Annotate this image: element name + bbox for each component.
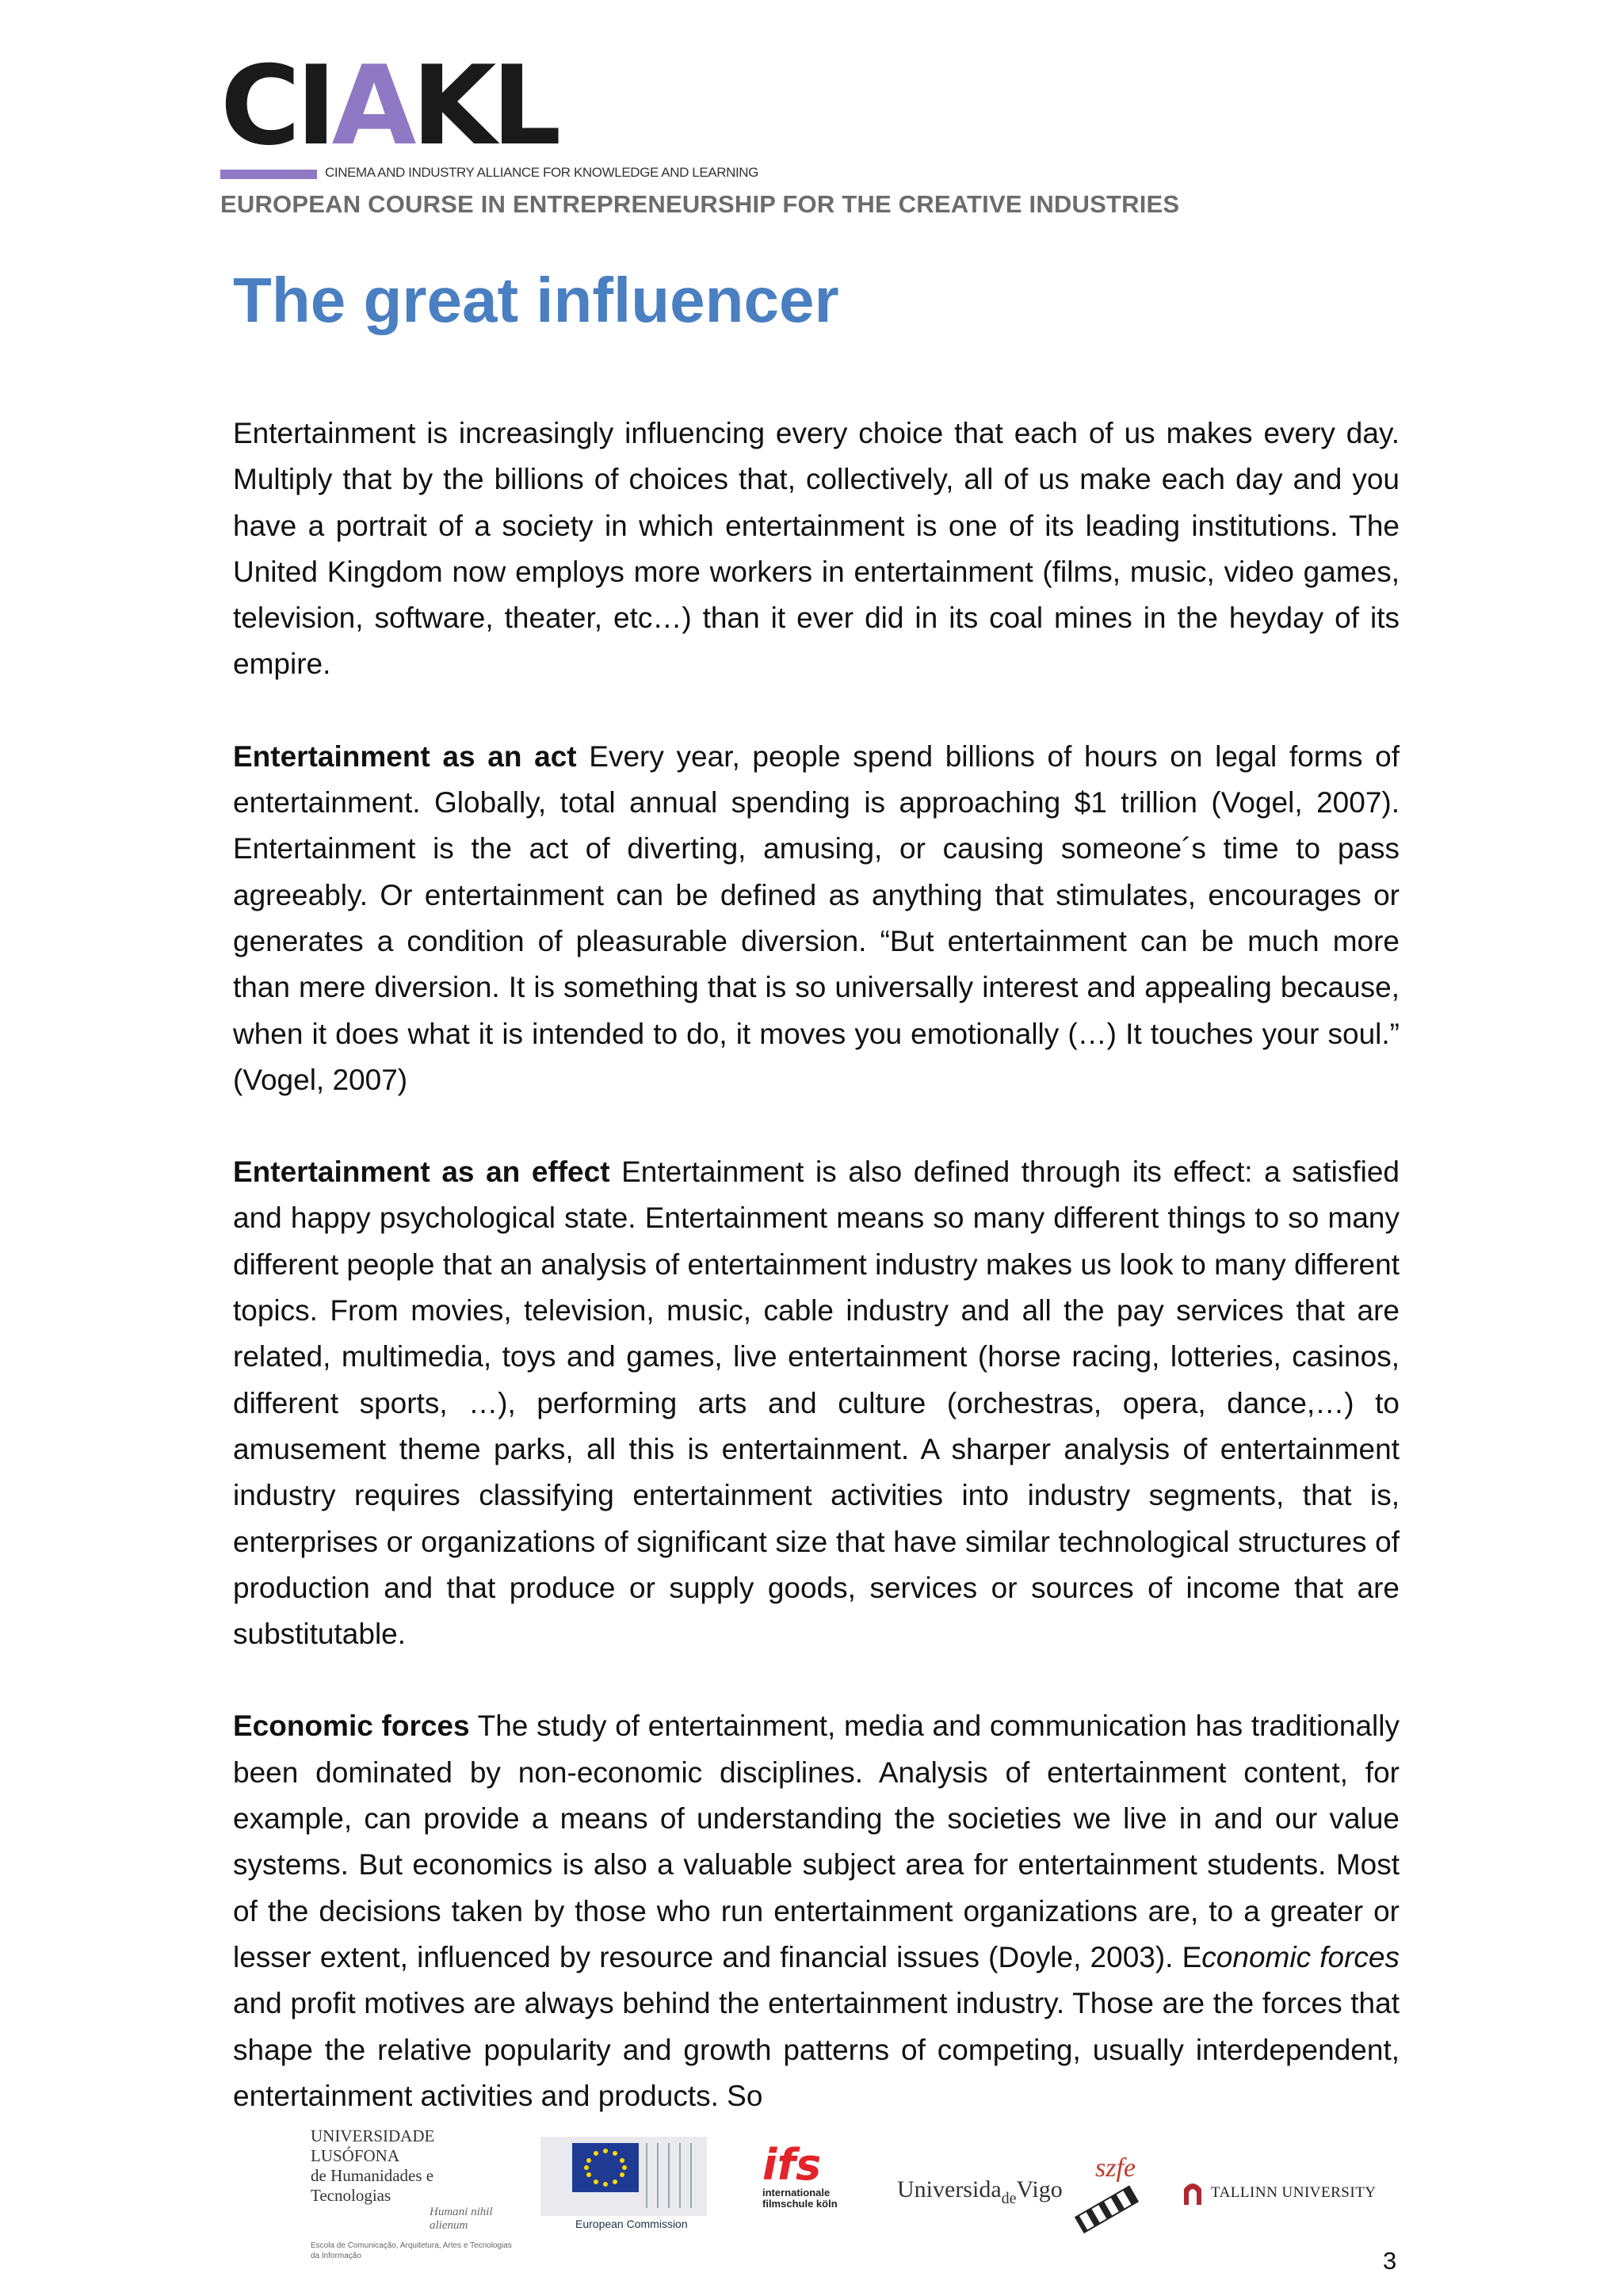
lusofona-school: Escola de Comunicação, Arquitetura, Artes e Tecnologias da Informação [311,2241,512,2260]
logo-part-ci: CI [220,42,332,170]
ifs-subtitle: internationale filmschule köln [762,2187,838,2210]
paragraph-economic [233,1703,1400,2119]
ec-label: European Commission [575,2218,688,2230]
european-commission-logo [540,2129,721,2248]
paragraph-text: Entertainment is also defined through its effect: a satisfied and happy psychological state. Entertainment means so many different things to so many different people that an analysis of entertainment industry makes us look to many different topics. From movies, television, music, cable industry and all the pay services that are related, multimedia, toys and games, live entertainment (horse racing, lotteries, casinos, different sports, …), performing arts and culture (orchestras, opera, dance,…) to amusement theme parks, all this is entertainment. A sharper analysis of entertainment industry requires classifying entertainment activities into industry segments, that is, enterprises or organizations of significant size that have similar technological structures of production and that produce or supply goods, services or sources of income that are substitutable. [233,1156,1400,1651]
logo-tagline-row [220,165,1409,182]
partner-logos [255,2126,1381,2260]
ciakl-logo [220,42,1409,170]
paragraph-text: and profit motives are always behind the entertainment industry. Those are the forces that shape the relative popularity and growth patterns of competing, usually interdependent, entertainment activities and products. So [233,1987,1400,2112]
paragraph-intro [233,411,1400,688]
logo-part-a: A [331,42,412,170]
lusofona-name: UNIVERSIDADE LUSÓFONA [311,2126,435,2165]
paragraph-lead: Entertainment as an effect [233,1156,610,1189]
paragraph-act [233,734,1400,1103]
page-number: 3 [1383,2247,1397,2275]
lusofona-subtitle: de Humanidades e Tecnologias [311,2166,434,2205]
paragraph-lead: Entertainment as an act [233,739,577,773]
body-text [233,411,1400,2119]
lusofona-logo [311,2126,517,2260]
document-header [220,42,1409,182]
paragraph-italic: conomic forces [1201,1940,1400,1973]
vigo-part: Universida [897,2176,1002,2202]
vigo-de: de [1001,2190,1017,2207]
paragraph-text: Entertainment is increasingly influencing every choice that each of us makes every day. Multiply that by the billions of choices that, collectively, all of us make each day and you have a portrait of a society in which entertainment is one of its leading institutions. The United Kingdom now employs more workers in entertainment (films, music, video games, television, software, theater, etc…) than it ever did in its coal mines in the heyday of its empire. [233,417,1400,681]
logo-tagline-bar [220,170,317,179]
logo-part-kl: KL [411,42,557,170]
vigo-part: Vigo [1016,2176,1063,2202]
vigo-logo [897,2176,1063,2207]
paragraph-lead: Economic forces [233,1710,470,1743]
tallinn-name: TALLINN UNIVERSITY [1211,2184,1377,2201]
logo-tagline: CINEMA AND INDUSTRY ALLIANCE FOR KNOWLEDGE AND LEARNING [325,165,759,180]
paragraph-text: The study of entertainment, media and communication has traditionally been dominated by non-economic disciplines. Analysis of entertainment content, for example, can provide a means of understanding the societies we live in and our value systems. But economics is also a valuable subject area for entertainment students. Most of the decisions taken by those who run entertainment organizations are, to a greater or lesser extent, influenced by resource and financial issues (Doyle, 2003). E [233,1710,1400,1973]
ifs-logo [762,2140,881,2238]
page-title: The great influencer [233,265,839,335]
course-title: EUROPEAN COURSE IN ENTREPRENEURSHIP FOR THE CREATIVE INDUSTRIES [220,190,1180,218]
tallinn-emblem-icon [1181,2179,1205,2206]
tallinn-logo [1181,2179,1377,2206]
szfe-logo [1071,2146,1151,2233]
film-clapper-icon [1071,2146,1151,2233]
paragraph-effect [233,1149,1400,1657]
paragraph-text: Every year, people spend billions of hours on legal forms of entertainment. Globally, total annual spending is approaching $1 trillion (Vogel, 2007). Entertainment is the act of diverting, amusing, or causing someone´s time to pass agreeably. Or entertainment can be defined as anything that stimulates, encourages or generates a condition of pleasurable diversion. “But entertainment can be much more than mere diversion. It is something that is so universally interest and appealing because, when it does what it is intended to do, it moves you emotionally (…) It touches your soul.” (Vogel, 2007) [233,739,1400,1096]
lusofona-motto: Humani nihil alienum [430,2206,493,2232]
szfe-text: szfe [1095,2153,1136,2183]
ifs-wordmark: ifs [762,2140,822,2190]
